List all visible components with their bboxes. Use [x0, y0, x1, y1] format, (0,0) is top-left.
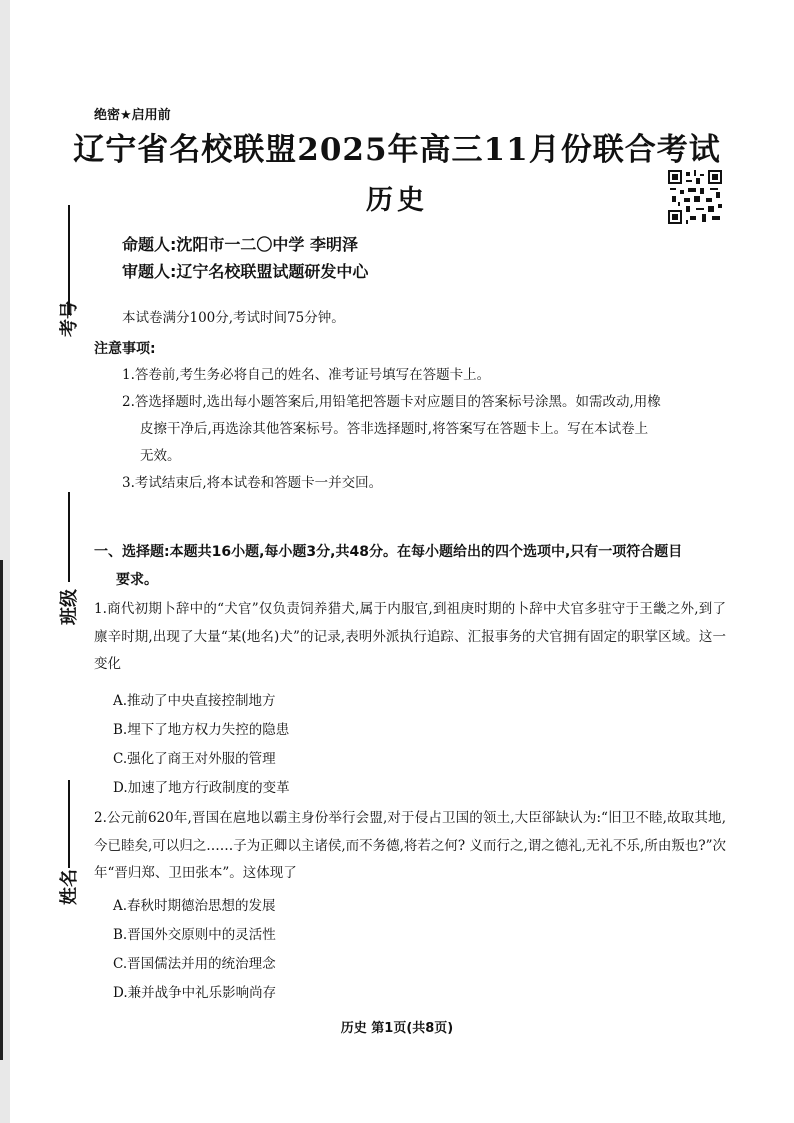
scan-edge-dark [0, 560, 3, 1060]
section-heading-line2: 要求。 [116, 572, 158, 588]
question-2-option-a[interactable]: A.春秋时期德治思想的发展 [113, 898, 276, 914]
reviewer-line: 审题人:辽宁名校联盟试题研发中心 [122, 262, 369, 281]
question-2-option-c[interactable]: C.晋国儒法并用的统治理念 [113, 956, 276, 972]
notes-item-cont: 无效。 [140, 448, 181, 464]
exam-number-line[interactable] [68, 205, 70, 315]
question-2-option-b[interactable]: B.晋国外交原则中的灵活性 [113, 927, 276, 943]
question-1-option-d[interactable]: D.加速了地方行政制度的变革 [113, 780, 290, 796]
section-heading-line1: 一、选择题:本题共16小题,每小题3分,共48分。在每小题给出的四个选项中,只有一项符合题目 [94, 544, 683, 560]
question-1-stem: 1.商代初期卜辞中的“犬官”仅负责饲养猎犬,属于内服官,到祖庚时期的卜辞中犬官多驻守于王畿之外,到了廪辛时期,出现了大量“某(地名)犬”的记录,表明外派执行追踪、汇报事务的犬官拥有固定的职掌区域。这一变化 [94, 601, 726, 672]
name-label: 姓名 [59, 869, 80, 905]
score-info: 本试卷满分100分,考试时间75分钟。 [122, 310, 345, 326]
class-line[interactable] [68, 492, 70, 582]
notes-item-cont: 皮擦干净后,再选涂其他答案标号。答非选择题时,将答案写在答题卡上。写在本试卷上 [140, 421, 649, 437]
question-2-stem: 2.公元前620年,晋国在扈地以霸主身份举行会盟,对于侵占卫国的领土,大臣郤缺认为:“旧卫不睦,故取其地,今已睦矣,可以归之……子为正卿以主诸侯,而不务德,将若之何? 义而行之,谓之德礼,无礼不乐,所由叛也?”次年“晋归郑、卫田张本”。这体现了 [94, 810, 726, 881]
question-1-option-a[interactable]: A.推动了中央直接控制地方 [113, 693, 276, 709]
notes-item: 1.答卷前,考生务必将自己的姓名、准考证号填写在答题卡上。 [122, 367, 491, 383]
question-1-option-b[interactable]: B.埋下了地方权力失控的隐患 [113, 722, 290, 738]
notes-list [122, 362, 722, 497]
question-1-option-c[interactable]: C.强化了商王对外服的管理 [113, 751, 276, 767]
notes-item: 2.答选择题时,选出每小题答案后,用铅笔把答题卡对应题目的答案标号涂黑。如需改动,用橡 [122, 394, 661, 410]
exam-number-label: 考号 [59, 301, 80, 337]
question-2-option-d[interactable]: D.兼并战争中礼乐影响尚存 [113, 985, 277, 1001]
name-line[interactable] [68, 780, 70, 868]
class-label: 班级 [59, 589, 80, 625]
notes-heading: 注意事项: [94, 341, 156, 357]
confidential-mark: 绝密★启用前 [94, 108, 171, 123]
qr-code-icon [668, 170, 722, 224]
exam-title: 辽宁省名校联盟2025年高三11月份联合考试 [73, 132, 721, 168]
author-line: 命题人:沈阳市一二〇中学 李明泽 [122, 235, 358, 254]
page-footer: 历史 第1页(共8页) [340, 1021, 454, 1036]
notes-item: 3.考试结束后,将本试卷和答题卡一并交回。 [122, 475, 383, 491]
section-heading [94, 538, 734, 594]
subject-title: 历史 [366, 185, 428, 216]
